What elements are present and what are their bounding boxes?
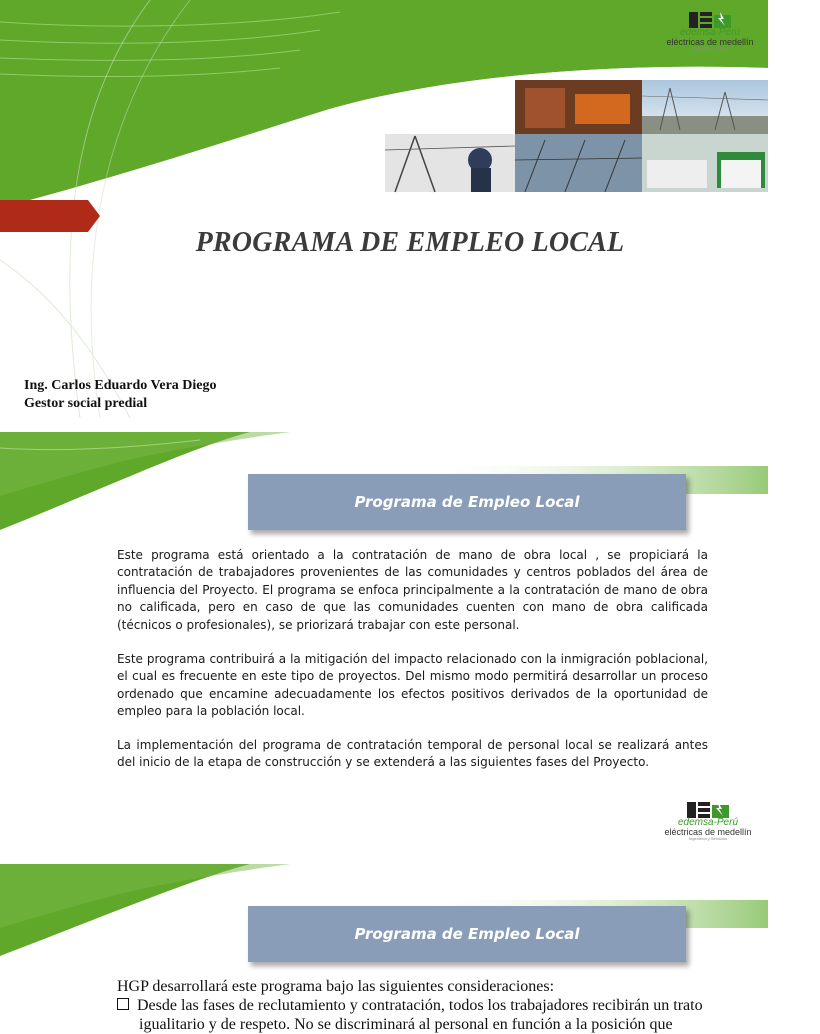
logo-tagline: Ingeniería y Servicios	[690, 46, 730, 51]
slide-title	[0, 0, 768, 418]
section-banner: Programa de Empleo Local	[248, 474, 686, 530]
power-infrastructure-photo-strip	[385, 80, 768, 192]
power-infrastructure-photo	[385, 80, 768, 192]
author-block	[24, 377, 217, 413]
paragraph-2: Este programa contribuirá a la mitigación del impacto relacionado con la inmigración poblacional, el cual es frecuente en este tipo de proyectos. Del mismo modo permitirá desarrollar un proceso ordenado que encamine adecuadamente los efectos positivos derivados de la oportunidad de empleo para la población local.	[117, 652, 708, 719]
bullet-text: Desde las fases de reclutamiento y contratación, todos los trabajadores recibirán un trato	[137, 997, 703, 1014]
presentation-title: PROGRAMA DE EMPLEO LOCAL	[195, 227, 625, 258]
section-banner: Programa de Empleo Local	[248, 906, 686, 962]
checkbox-bullet-icon	[117, 998, 129, 1010]
edemsa-logo-icon	[687, 802, 729, 818]
paragraph-1: Este programa está orientado a la contratación de mano de obra local , se propiciará la contratación de trabajadores provenientes de las comunidades y centros poblados del área de influencia del Proyecto. El programa se enfoca principalmente a la contratación de mano de obra no calificada, pero en caso de que las comunidades cuenten con mano de obra calificada (técnicos o profesionales), se priorizará trabajar con este personal.	[117, 548, 708, 632]
author-name: Ing. Carlos Eduardo Vera Diego	[24, 378, 217, 393]
paragraph-3: La implementación del programa de contratación temporal de personal local se realizará antes del inicio de la etapa de construcción y se extenderá a las siguientes fases del Proyecto.	[117, 738, 708, 770]
logo-subtitle: eléctricas de medellín	[666, 37, 754, 47]
edemsa-logo-icon	[689, 12, 731, 28]
logo-tagline: Ingeniería y Servicios	[688, 836, 728, 841]
green-swoosh-background	[0, 0, 768, 418]
slide-program-overview	[0, 418, 768, 850]
edemsa-logo	[662, 12, 758, 51]
slide-program-considerations	[0, 850, 768, 1033]
logo-brand: edemsa-Perú	[679, 27, 741, 38]
author-role: Gestor social predial	[24, 396, 148, 411]
bullet-item	[117, 997, 703, 1015]
edemsa-logo	[660, 802, 756, 841]
logo-brand: edemsa-Perú	[677, 817, 739, 828]
bullet-continuation: igualitario y de respeto. No se discriminará al personal en función a la posición que	[139, 1016, 673, 1033]
logo-subtitle: eléctricas de medellín	[664, 827, 752, 837]
intro-text: HGP desarrollará este programa bajo las siguientes consideraciones:	[117, 978, 555, 995]
